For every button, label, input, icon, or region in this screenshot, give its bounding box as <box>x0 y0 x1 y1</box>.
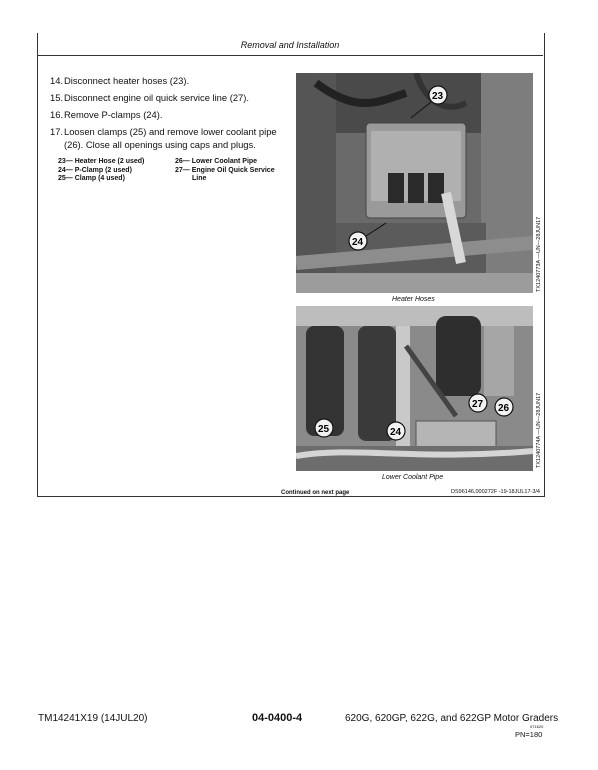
figure-id: TX1240773A —UN—28JUN17 <box>536 216 542 292</box>
footer-pn: PN=180 <box>515 730 543 739</box>
figure-id: TX1240774A —UN—28JUN17 <box>536 392 542 468</box>
callout-label: 23 <box>432 91 444 102</box>
step-16: 16.Remove P-clamps (24). <box>50 109 163 120</box>
legend-item: 27— Engine Oil Quick Service <box>175 166 275 174</box>
figure-caption: Heater Hoses <box>392 296 435 303</box>
legend-item: 25— Clamp (4 used) <box>58 175 125 182</box>
legend-item: 23— Heater Hose (2 used) <box>58 158 145 165</box>
callout-label: 25 <box>318 424 330 435</box>
callout-label: 26 <box>498 403 510 414</box>
callout-label: 24 <box>390 427 402 438</box>
step-14: 14.Disconnect heater hoses (23). <box>50 75 190 86</box>
procedure-steps <box>50 74 290 155</box>
legend-item: Line <box>192 175 207 182</box>
step-15: 15.Disconnect engine oil quick service line (27). <box>50 92 249 103</box>
legend-item: 26— Lower Coolant Pipe <box>175 158 258 165</box>
footer-models: 620G, 620GP, 622G, and 622GP Motor Graders <box>345 713 559 724</box>
step-17: 17.Loosen clamps (25) and remove lower coolant pipe (26). Close all openings using caps and plugs. <box>50 126 277 150</box>
doc-id: DS96146,000272F -19-18JUL17-3/4 <box>451 489 540 495</box>
section-title: Removal and Installation <box>240 40 340 50</box>
continued-note: Continued on next page <box>281 490 350 496</box>
figure-caption: Lower Coolant Pipe <box>382 474 444 481</box>
photo-heater-hoses <box>296 73 533 293</box>
footer-page-number: 04-0400-4 <box>252 712 303 724</box>
photo-lower-coolant-pipe <box>296 306 533 471</box>
legend-item: 24— P-Clamp (2 used) <box>58 166 132 174</box>
callout-label: 24 <box>352 237 364 248</box>
footer-manual: TM14241X19 (14JUL20) <box>38 713 148 724</box>
callout-label: 27 <box>472 399 484 410</box>
footer-date: 071620 <box>530 724 544 729</box>
